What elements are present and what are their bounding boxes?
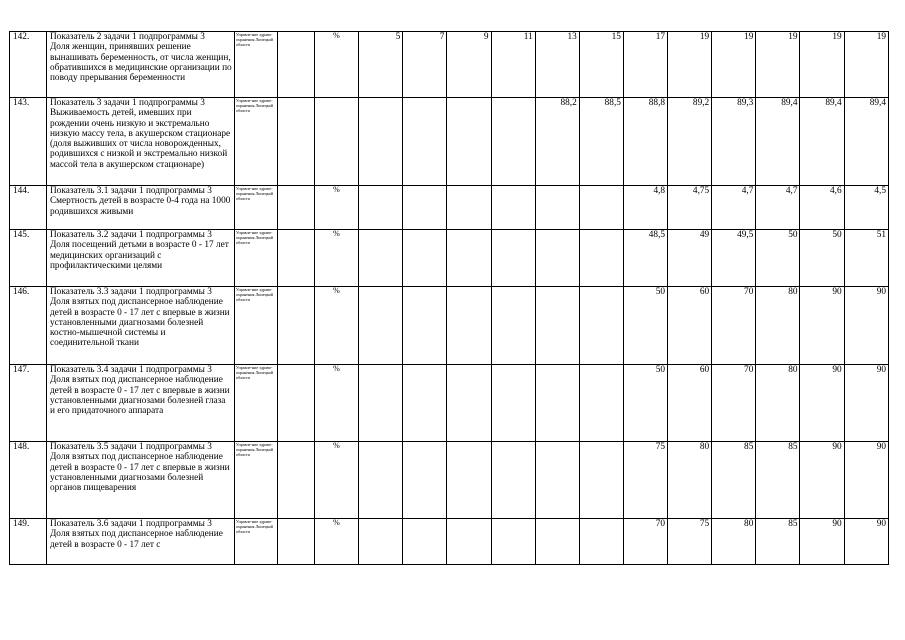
unit-of-measure: %	[314, 230, 358, 287]
value-cell	[403, 519, 447, 565]
indicator-description: Доля посещений детьми в возрасте 0 - 17 лет медицинских организаций с профилактическими целями	[49, 240, 232, 271]
empty-cell	[277, 186, 314, 230]
indicator-description: Доля взятых под диспансерное наблюдение детей в возрасте 0 - 17 лет с впервые в жизни установленными диагнозами болезней органов пищеварения	[49, 452, 232, 494]
table-row	[10, 365, 889, 442]
value-cell: 15	[579, 32, 623, 98]
value-cell: 89,4	[800, 98, 844, 186]
indicator-description: Доля взятых под диспансерное наблюдение детей в возрасте 0 - 17 лет с впервые в жизни установленными диагнозами болезней глаза и его придаточного аппарата	[49, 375, 232, 417]
empty-cell	[277, 287, 314, 365]
unit-of-measure: %	[314, 287, 358, 365]
responsible-organization: Управле-ние здраво-охранения Липецкой области	[234, 519, 277, 565]
value-cell: 19	[800, 32, 844, 98]
indicator-title: Показатель 3 задачи 1 подпрограммы 3	[49, 98, 205, 108]
value-cell	[359, 98, 403, 186]
value-cell: 7	[403, 32, 447, 98]
value-cell: 90	[844, 365, 888, 442]
empty-cell	[277, 32, 314, 98]
value-cell: 80	[712, 519, 756, 565]
value-cell: 51	[844, 230, 888, 287]
value-cell	[491, 186, 535, 230]
empty-cell	[277, 230, 314, 287]
table-row	[10, 287, 889, 365]
value-cell: 17	[623, 32, 667, 98]
value-cell	[447, 186, 491, 230]
value-cell	[579, 287, 623, 365]
indicator-description: Выживаемость детей, имевших при рождении очень низкую и экстремально низкую массу тела, в акушерском стационаре (доля выживших от числа новорожденных, родившихся с низкой и экстремально низкой массой тела в акушерском стационаре)	[49, 108, 233, 170]
value-cell: 90	[800, 442, 844, 519]
indicator-title: Показатель 3.2 задачи 1 подпрограммы 3	[49, 230, 212, 240]
value-cell	[359, 287, 403, 365]
row-number: 146.	[10, 287, 47, 365]
value-cell: 19	[756, 32, 800, 98]
row-number: 147.	[10, 365, 47, 442]
value-cell	[403, 98, 447, 186]
value-cell: 50	[623, 287, 667, 365]
value-cell: 5	[359, 32, 403, 98]
value-cell: 90	[800, 365, 844, 442]
value-cell: 88,2	[535, 98, 579, 186]
value-cell: 85	[756, 519, 800, 565]
value-cell	[447, 442, 491, 519]
row-number: 148.	[10, 442, 47, 519]
value-cell	[535, 365, 579, 442]
indicator-title: Показатель 3.3 задачи 1 подпрограммы 3	[49, 287, 212, 297]
value-cell	[359, 186, 403, 230]
empty-cell	[277, 365, 314, 442]
value-cell: 19	[712, 32, 756, 98]
value-cell	[403, 287, 447, 365]
value-cell: 75	[668, 519, 712, 565]
value-cell: 85	[756, 442, 800, 519]
value-cell: 4,75	[668, 186, 712, 230]
value-cell	[447, 98, 491, 186]
unit-of-measure	[314, 98, 358, 186]
value-cell: 70	[712, 365, 756, 442]
value-cell: 4,7	[712, 186, 756, 230]
value-cell: 90	[844, 287, 888, 365]
indicator-description: Смертность детей в возрасте 0-4 года на 1000 родившихся живыми	[49, 196, 233, 217]
value-cell	[491, 98, 535, 186]
unit-of-measure: %	[314, 186, 358, 230]
value-cell	[535, 287, 579, 365]
row-number: 145.	[10, 230, 47, 287]
responsible-organization: Управле-ние здраво-охранения Липецкой области	[234, 230, 277, 287]
table-row	[10, 98, 889, 186]
value-cell	[579, 186, 623, 230]
unit-of-measure: %	[314, 365, 358, 442]
value-cell: 4,5	[844, 186, 888, 230]
indicator-description: Доля взятых под диспансерное наблюдение детей в возрасте 0 - 17 лет с	[49, 529, 226, 550]
responsible-organization: Управле-ние здраво-охранения Липецкой области	[234, 365, 277, 442]
value-cell	[403, 365, 447, 442]
value-cell	[491, 365, 535, 442]
row-number: 144.	[10, 186, 47, 230]
value-cell: 90	[844, 519, 888, 565]
indicator-title: Показатель 3.5 задачи 1 подпрограммы 3	[49, 442, 212, 452]
value-cell	[579, 442, 623, 519]
table-row	[10, 186, 889, 230]
indicator-title: Показатель 2 задачи 1 подпрограммы 3	[49, 32, 205, 42]
value-cell: 89,3	[712, 98, 756, 186]
indicator-name	[46, 32, 234, 98]
row-number: 149.	[10, 519, 47, 565]
value-cell: 11	[491, 32, 535, 98]
value-cell: 90	[800, 287, 844, 365]
table-row	[10, 519, 889, 565]
value-cell	[579, 365, 623, 442]
indicator-description: Доля женщин, принявших решение вынашивать беременность, от числа женщин, обратившихся в медицинские организации по поводу прерывания беременности	[49, 42, 235, 84]
value-cell: 70	[623, 519, 667, 565]
value-cell	[447, 519, 491, 565]
value-cell	[359, 442, 403, 519]
value-cell	[491, 442, 535, 519]
value-cell: 19	[668, 32, 712, 98]
responsible-organization: Управле-ние здраво-охранения Липецкой области	[234, 442, 277, 519]
responsible-organization: Управле-ние здраво-охранения Липецкой области	[234, 287, 277, 365]
indicator-title: Показатель 3.4 задачи 1 подпрограммы 3	[49, 365, 212, 375]
indicator-name	[46, 186, 234, 230]
unit-of-measure: %	[314, 32, 358, 98]
value-cell: 89,4	[844, 98, 888, 186]
indicator-name	[46, 519, 234, 565]
value-cell: 19	[844, 32, 888, 98]
value-cell	[535, 186, 579, 230]
value-cell: 4,7	[756, 186, 800, 230]
value-cell	[403, 442, 447, 519]
row-number: 143.	[10, 98, 47, 186]
value-cell: 70	[712, 287, 756, 365]
value-cell	[579, 519, 623, 565]
value-cell: 90	[844, 442, 888, 519]
value-cell: 88,8	[623, 98, 667, 186]
value-cell	[579, 230, 623, 287]
table-body	[10, 32, 889, 565]
indicator-name	[46, 230, 234, 287]
value-cell	[403, 186, 447, 230]
value-cell: 89,4	[756, 98, 800, 186]
value-cell	[535, 230, 579, 287]
value-cell: 80	[756, 287, 800, 365]
value-cell: 9	[447, 32, 491, 98]
value-cell: 50	[623, 365, 667, 442]
indicator-name	[46, 442, 234, 519]
indicator-name	[46, 98, 234, 186]
value-cell	[359, 230, 403, 287]
row-number: 142.	[10, 32, 47, 98]
responsible-organization: Управле-ние здраво-охранения Липецкой области	[234, 186, 277, 230]
indicator-title: Показатель 3.1 задачи 1 подпрограммы 3	[49, 186, 212, 196]
value-cell	[447, 287, 491, 365]
indicator-description: Доля взятых под диспансерное наблюдение детей в возрасте 0 - 17 лет с впервые в жизни установленными диагнозами болезней костно-мышечной системы и соединительной ткани	[49, 297, 232, 349]
value-cell: 4,6	[800, 186, 844, 230]
unit-of-measure: %	[314, 519, 358, 565]
value-cell: 88,5	[579, 98, 623, 186]
value-cell: 60	[668, 287, 712, 365]
indicator-table-page	[9, 31, 889, 565]
value-cell	[359, 365, 403, 442]
value-cell	[359, 519, 403, 565]
value-cell: 80	[668, 442, 712, 519]
value-cell	[447, 365, 491, 442]
value-cell	[535, 519, 579, 565]
value-cell: 50	[800, 230, 844, 287]
value-cell	[491, 287, 535, 365]
unit-of-measure: %	[314, 442, 358, 519]
value-cell: 60	[668, 365, 712, 442]
value-cell: 89,2	[668, 98, 712, 186]
indicator-title: Показатель 3.6 задачи 1 подпрограммы 3	[49, 519, 212, 529]
empty-cell	[277, 98, 314, 186]
value-cell: 49	[668, 230, 712, 287]
empty-cell	[277, 442, 314, 519]
indicator-name	[46, 287, 234, 365]
indicator-table	[9, 31, 889, 565]
value-cell: 75	[623, 442, 667, 519]
empty-cell	[277, 519, 314, 565]
value-cell: 50	[756, 230, 800, 287]
indicator-name	[46, 365, 234, 442]
table-row	[10, 32, 889, 98]
value-cell: 4,8	[623, 186, 667, 230]
value-cell	[535, 442, 579, 519]
value-cell	[491, 519, 535, 565]
value-cell: 48,5	[623, 230, 667, 287]
value-cell	[403, 230, 447, 287]
value-cell: 85	[712, 442, 756, 519]
value-cell	[447, 230, 491, 287]
table-row	[10, 442, 889, 519]
value-cell: 80	[756, 365, 800, 442]
responsible-organization: Управле-ние здраво-охранения Липецкой области	[234, 98, 277, 186]
value-cell: 13	[535, 32, 579, 98]
responsible-organization: Управле-ние здраво-охранения Липецкой области	[234, 32, 277, 98]
value-cell: 49,5	[712, 230, 756, 287]
table-row	[10, 230, 889, 287]
value-cell	[491, 230, 535, 287]
value-cell: 90	[800, 519, 844, 565]
